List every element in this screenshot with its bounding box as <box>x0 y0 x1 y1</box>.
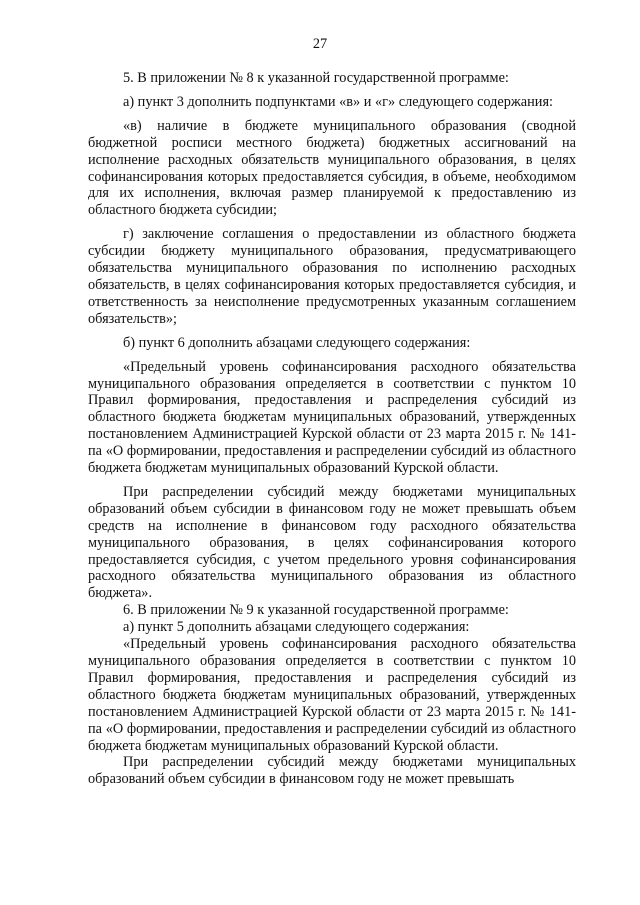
paragraph: г) заключение соглашения о предоставлении из областного бюджета субсидии бюджету муниципального образования, предусматривающего обязательства муниципального образования по исполнению расходных обязательств, в целях софинансирования которых предоставляется субсидия, и ответственность за неисполнение предусмотренных указанным соглашением обязательств»; <box>88 226 576 327</box>
paragraph: «Предельный уровень софинансирования расходного обязательства муниципального образования определяется в соответствии с пунктом 10 Правил формирования, предоставления и распределения субсидий из областного бюджета бюджетам муниципальных образований, утвержденных постановлением Администрацией Курской области от 23 марта 2015 г. № 141-па «О формировании, предоставления и распределении субсидий из областного бюджета бюджетам муниципальных образований Курской области. <box>88 358 576 477</box>
page-number: 27 <box>312 36 328 52</box>
paragraph: «Предельный уровень софинансирования расходного обязательства муниципального образования определяется в соответствии с пунктом 10 Правил формирования, предоставления и распределения субсидий из областного бюджета бюджетам муниципальных образований, утвержденных постановлением Администрацией Курской области от 23 марта 2015 г. № 141-па «О формировании, предоставления и распределении субсидий из областного бюджета бюджетам муниципальных образований Курской области. <box>88 636 576 754</box>
paragraph: При распределении субсидий между бюджетами муниципальных образований объем субсидии в финансовом году не может превышать объем средств на исполнение в финансовом году расходного обязательства муниципального образования, в целях софинансирования которого предоставляется субсидия, с учетом предельного уровня софинансирования расходного обязательства муниципального образования из областного бюджета». <box>88 483 576 602</box>
paragraph: 5. В приложении № 8 к указанной государственной программе: <box>123 70 509 86</box>
paragraph: 6. В приложении № 9 к указанной государственной программе: <box>123 602 509 619</box>
paragraph: б) пункт 6 дополнить абзацами следующего содержания: <box>123 334 471 351</box>
paragraph: При распределении субсидий между бюджетами муниципальных образований объем субсидии в финансовом году не может превышать <box>88 754 576 788</box>
paragraph: а) пункт 3 дополнить подпунктами «в» и «г» следующего содержания: <box>123 93 553 110</box>
paragraph: «в) наличие в бюджете муниципального образования (сводной бюджетной росписи местного бюджета) бюджетных ассигнований на исполнение расходных обязательств муниципального образования, в целях софинансирования которых предоставляется субсидия, в объеме, необходимом для их исполнения, включая размер планируемой к предоставлению из областного бюджета субсидии; <box>88 117 576 219</box>
document-body <box>88 70 576 788</box>
paragraph: а) пункт 5 дополнить абзацами следующего содержания: <box>123 619 470 636</box>
